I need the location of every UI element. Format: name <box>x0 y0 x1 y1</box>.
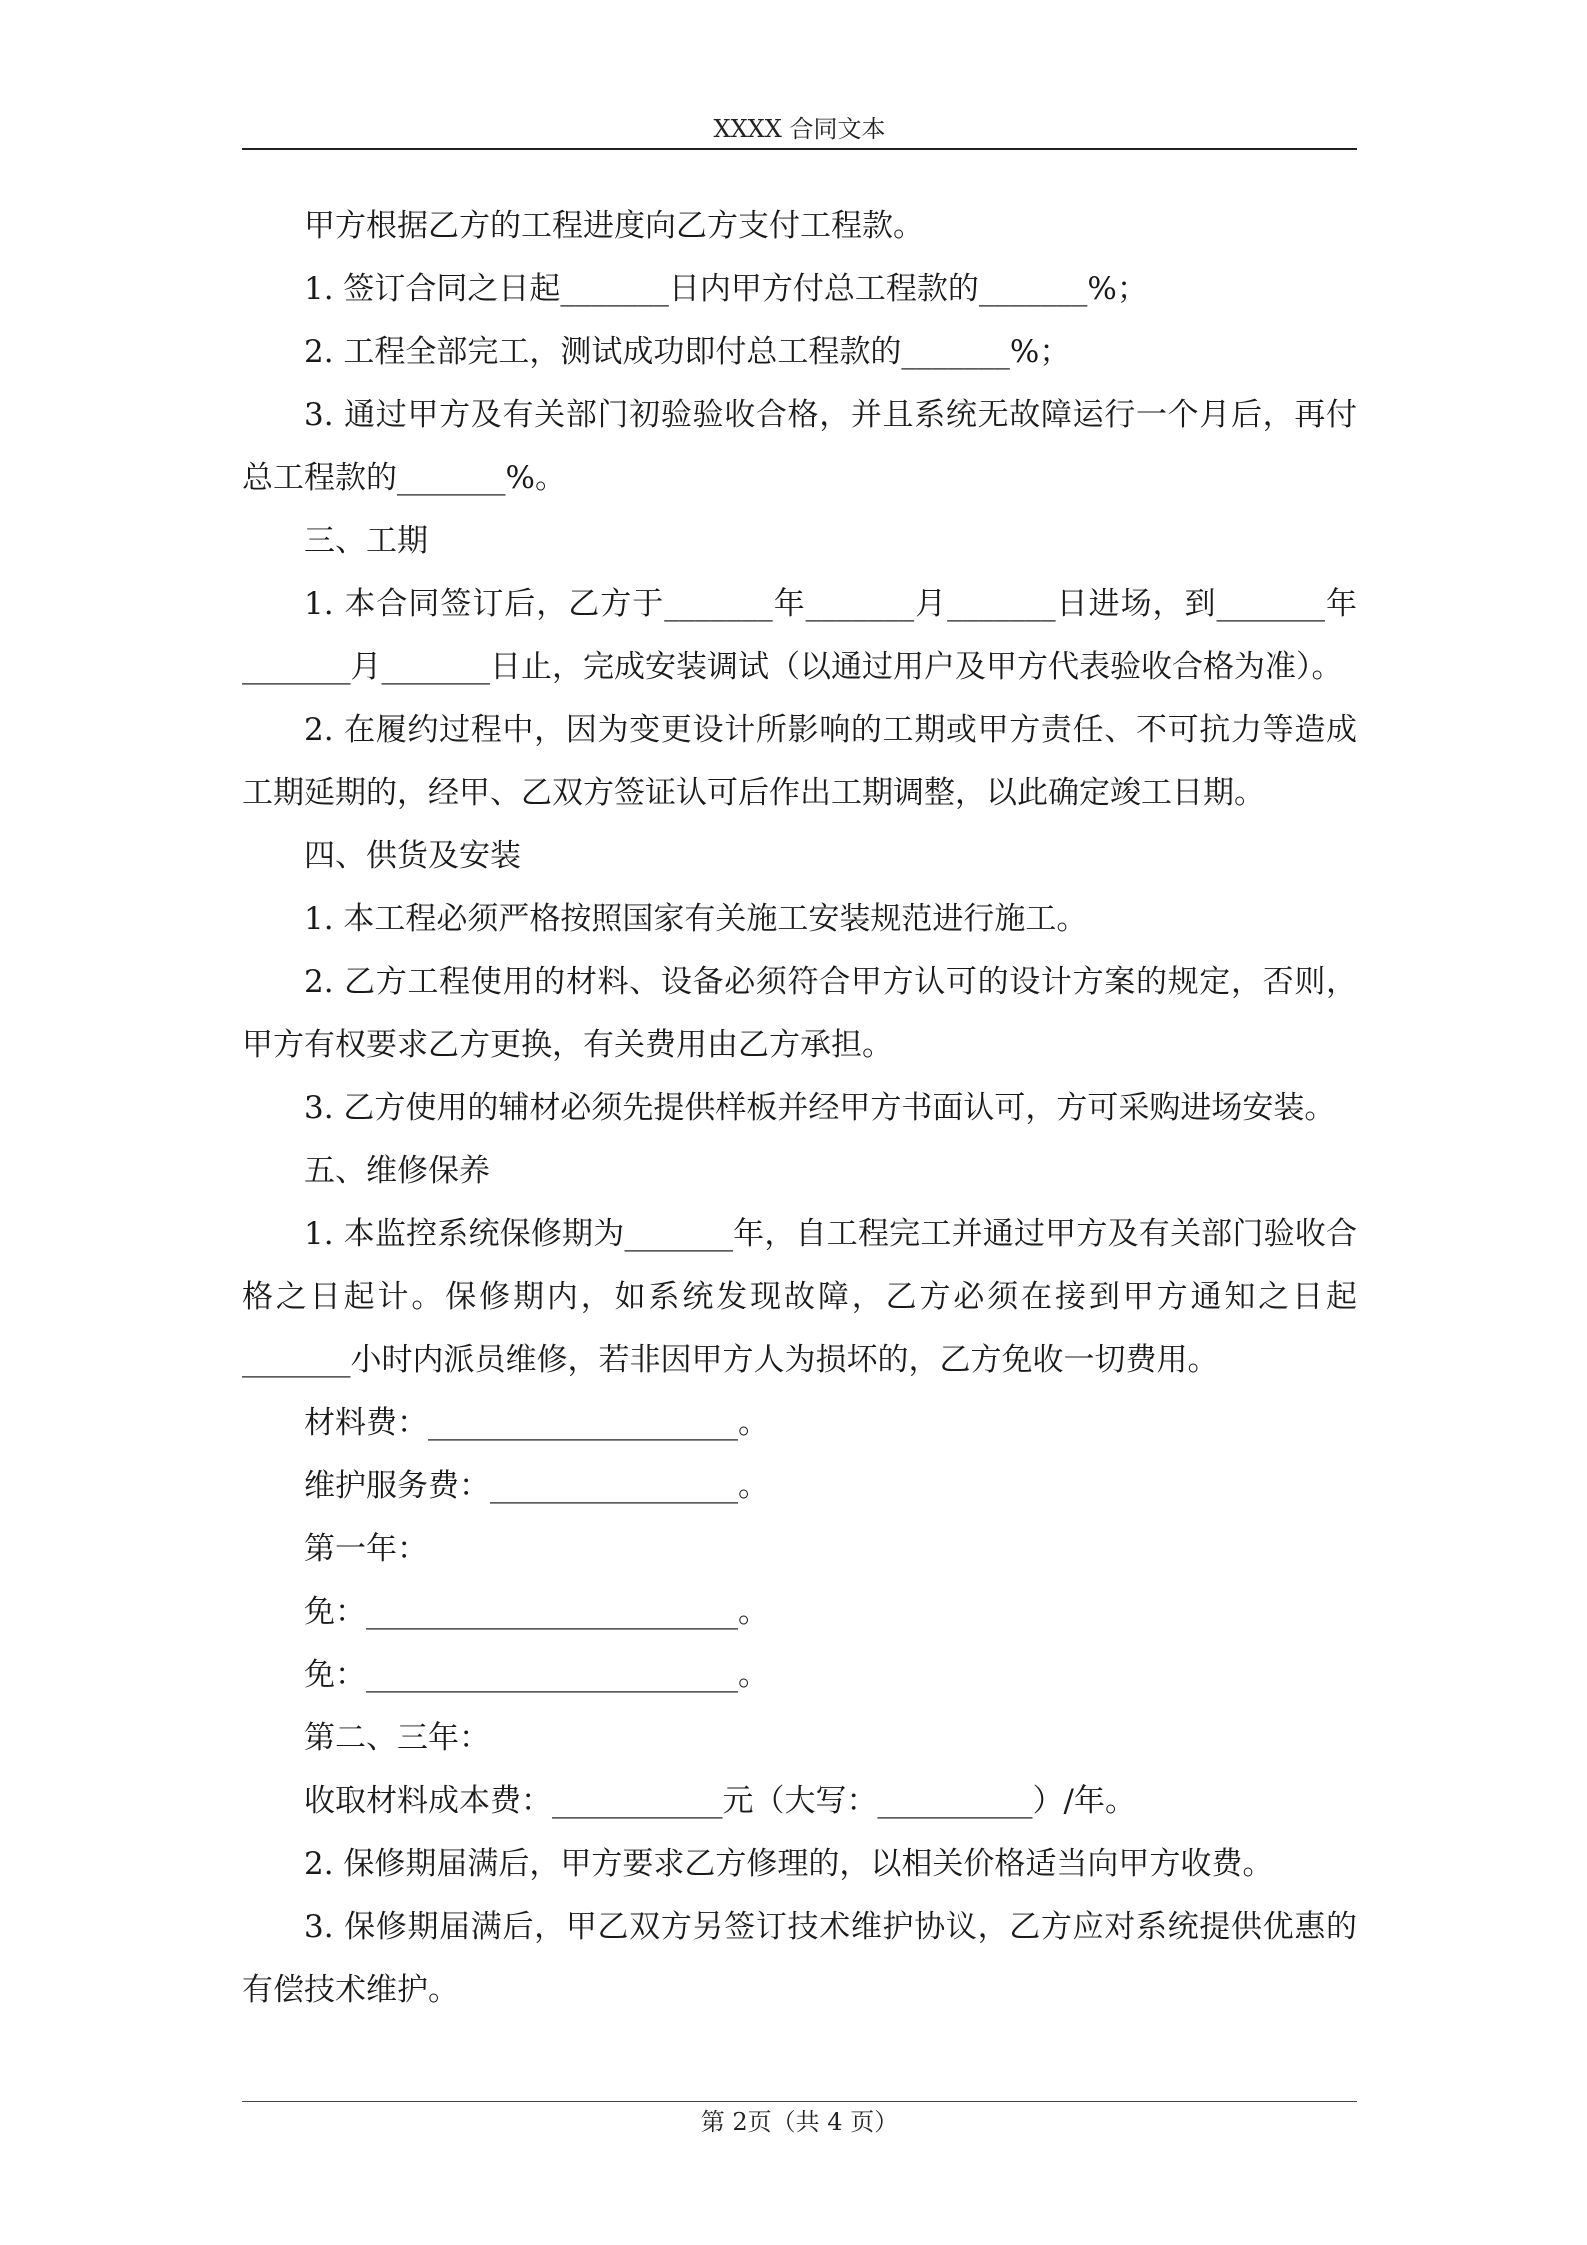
paragraph: 3. 保修期届满后，甲乙双方另签订技术维护协议，乙方应对系统提供优惠的有偿技术维护。 <box>242 1909 1357 2008</box>
page-number: 第 2页（共 4 页） <box>700 2108 899 2136</box>
section-heading: 四、供货及安装 <box>304 838 521 874</box>
document-body <box>242 195 1357 2022</box>
section-heading: 三、工期 <box>304 523 428 559</box>
page-footer <box>242 2101 1357 2142</box>
paragraph: 2. 在履约过程中，因为变更设计所影响的工期或甲方责任、不可抗力等造成工期延期的，经甲、乙双方签证认可后作出工期调整，以此确定竣工日期。 <box>242 712 1357 811</box>
section-heading: 五、维修保养 <box>304 1153 490 1189</box>
paragraph: 3. 通过甲方及有关部门初验验收合格，并且系统无故障运行一个月后，再付总工程款的_______%。 <box>242 397 1357 496</box>
fee-line: 材料费：____________________。 <box>304 1405 769 1441</box>
paragraph: 1. 本工程必须严格按照国家有关施工安装规范进行施工。 <box>304 901 1088 937</box>
fee-line: 维护服务费：________________。 <box>304 1468 769 1504</box>
document-title: XXXX 合同文本 <box>713 115 886 143</box>
page-header <box>242 110 1357 150</box>
paragraph: 2. 乙方工程使用的材料、设备必须符合甲方认可的设计方案的规定，否则，甲方有权要求乙方更换，有关费用由乙方承担。 <box>242 964 1357 1063</box>
fee-line: 收取材料成本费：___________元（大写：__________）/年。 <box>304 1783 1136 1819</box>
paragraph: 2. 保修期届满后，甲方要求乙方修理的，以相关价格适当向甲方收费。 <box>304 1846 1274 1882</box>
paragraph: 1. 签订合同之日起_______日内甲方付总工程款的_______%； <box>304 271 1148 307</box>
fee-line: 第一年： <box>304 1531 428 1567</box>
paragraph: 甲方根据乙方的工程进度向乙方支付工程款。 <box>304 208 924 244</box>
paragraph: 1. 本监控系统保修期为_______年，自工程完工并通过甲方及有关部门验收合格之日起计。保修期内，如系统发现故障，乙方必须在接到甲方通知之日起_______小时内派员维修，若非因甲方人为损坏的，乙方免收一切费用。 <box>242 1216 1357 1378</box>
paragraph: 3. 乙方使用的辅材必须先提供样板并经甲方书面认可，方可采购进场安装。 <box>304 1090 1336 1126</box>
paragraph: 2. 工程全部完工，测试成功即付总工程款的_______%； <box>304 334 1071 370</box>
paragraph: 1. 本合同签订后，乙方于_______年_______月_______日进场，到_______年_______月_______日止，完成安装调试（以通过用户及甲方代表验收合格为准）。 <box>242 586 1357 685</box>
fee-line: 免：________________________。 <box>304 1657 769 1693</box>
fee-line: 免：________________________。 <box>304 1594 769 1630</box>
fee-line: 第二、三年： <box>304 1720 490 1756</box>
